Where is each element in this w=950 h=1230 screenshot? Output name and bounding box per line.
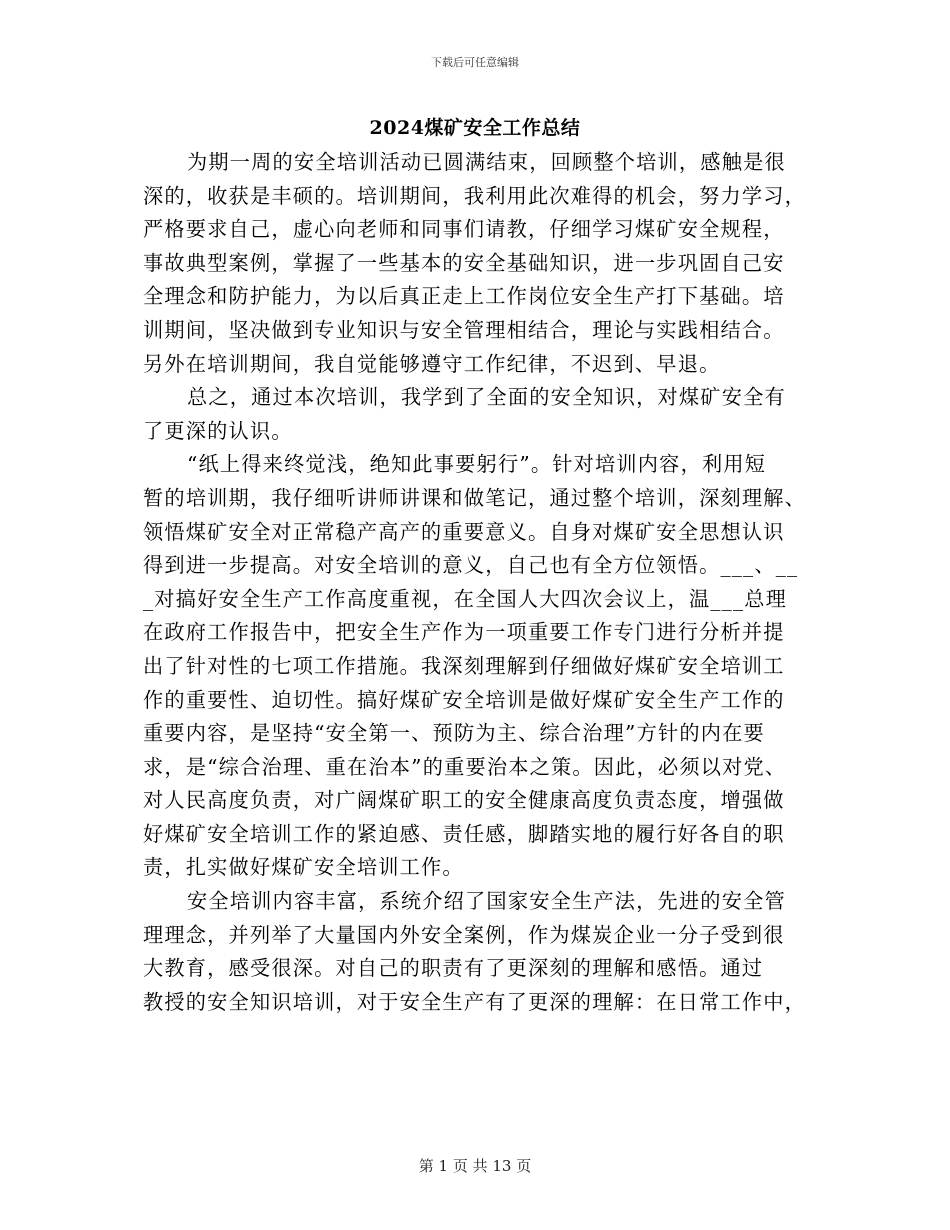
paragraph-line: 教授的安全知识培训，对于安全生产有了更深的理解：在日常工作中， bbox=[143, 989, 807, 1014]
paragraph-line: 总之，通过本次培训，我学到了全面的安全知识，对煤矿安全有 bbox=[187, 385, 786, 410]
paragraph-line: 对人民高度负责，对广阔煤矿职工的安全健康高度负责态度，增强做 bbox=[143, 788, 785, 813]
paragraph-line: 在政府工作报告中，把安全生产作为一项重要工作专门进行分析并提 bbox=[143, 620, 785, 645]
paragraph-line: “纸上得来终觉浅，绝知此事要躬行”。针对培训内容，利用短 bbox=[187, 452, 767, 477]
header-note: 下载后可任意编辑 bbox=[431, 56, 519, 69]
paragraph-line: 作的重要性、迫切性。搞好煤矿安全培训是做好煤矿安全生产工作的 bbox=[143, 687, 785, 712]
paragraph-line: 为期一周的安全培训活动已圆满结束，回顾整个培训，感触是很 bbox=[187, 150, 786, 174]
paragraph-line: 理理念，并列举了大量国内外安全案例，作为煤炭企业一分子受到很 bbox=[143, 922, 785, 947]
page-number: 第 1 页 共 13 页 bbox=[418, 1157, 532, 1175]
paragraph-line: 求，是“综合治理、重在治本”的重要治本之策。因此，必须以对党、 bbox=[143, 754, 787, 779]
paragraph-line: _对搞好安全生产工作高度重视，在全国人大四次会议上，温___总理 bbox=[143, 586, 788, 611]
paragraph-line: 另外在培训期间，我自觉能够遵守工作纪律，不迟到、早退。 bbox=[143, 351, 721, 376]
paragraph-line: 责，扎实做好煤矿安全培训工作。 bbox=[143, 855, 464, 880]
paragraph-line: 事故典型案例，掌握了一些基本的安全基础知识，进一步巩固自己安 bbox=[143, 250, 785, 275]
paragraph-line: 出了针对性的七项工作措施。我深刻理解到仔细做好煤矿安全培训工 bbox=[143, 653, 785, 678]
document-title: 2024煤矿安全工作总结 bbox=[369, 117, 581, 139]
document-body bbox=[143, 146, 807, 1019]
paragraph-line: 全理念和防护能力，为以后真正走上工作岗位安全生产打下基础。培 bbox=[143, 284, 785, 309]
paragraph-line: 严格要求自己，虚心向老师和同事们请教，仔细学习煤矿安全规程， bbox=[143, 217, 785, 242]
paragraph-line: 了更深的认识。 bbox=[143, 418, 293, 443]
paragraph-line: 大教育，感受很深。对自己的职责有了更深刻的理解和感悟。通过 bbox=[143, 956, 764, 981]
paragraph-line: 好煤矿安全培训工作的紧迫感、责任感，脚踏实地的履行好各自的职 bbox=[143, 821, 785, 846]
paragraph-line: 领悟煤矿安全对正常稳产高产的重要意义。自身对煤矿安全思想认识 bbox=[143, 519, 785, 544]
paragraph-line: 重要内容，是坚持“安全第一、预防为主、综合治理”方针的内在要 bbox=[143, 721, 765, 746]
paragraph-line: 得到进一步提高。对安全培训的意义，自己也有全方位领悟。___、__ bbox=[143, 553, 799, 578]
paragraph-line: 训期间，坚决做到专业知识与安全管理相结合，理论与实践相结合。 bbox=[143, 317, 785, 342]
paragraph-line: 安全培训内容丰富，系统介绍了国家安全生产法，先进的安全管 bbox=[187, 889, 786, 914]
paragraph-line: 暂的培训期，我仔细听讲师讲课和做笔记，通过整个培训，深刻理解、 bbox=[143, 485, 807, 510]
paragraph-line: 深的，收获是丰硕的。培训期间，我利用此次难得的机会，努力学习， bbox=[143, 183, 807, 208]
